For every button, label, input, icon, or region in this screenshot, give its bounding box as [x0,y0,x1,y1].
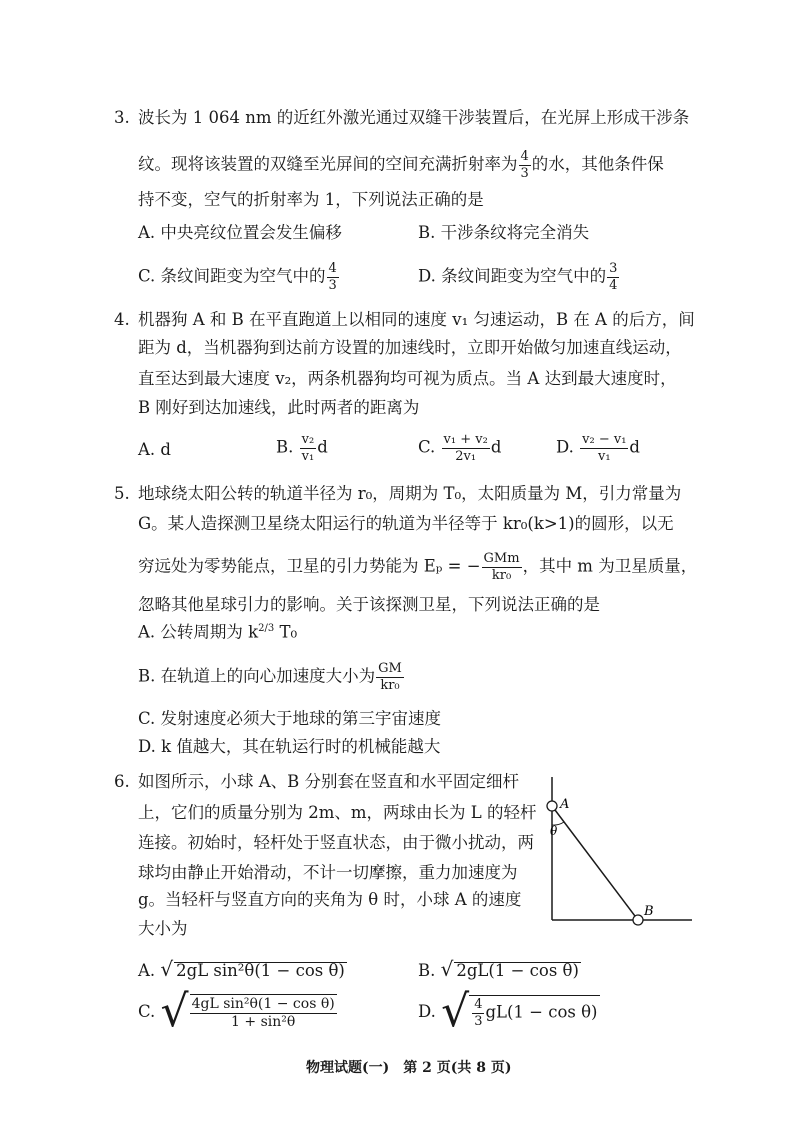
ball-a [547,801,557,811]
q5-line1: 地球绕太阳公转的轨道半径为 r₀，周期为 T₀，太阳质量为 M，引力常量为 [138,484,682,503]
q6-line5: g。当轻杆与竖直方向的夹角为 θ 时，小球 A 的速度 [138,890,522,909]
label-a: A [560,797,570,812]
q6-line4: 球均由静止开始滑动，不计一切摩擦，重力加速度为 [138,863,518,882]
q3-number: 3. [114,108,130,127]
q5-option-d: D. k 值越大，其在轨运行时的机械能越大 [138,737,441,756]
q5-number: 5. [114,484,130,503]
q3-line2: 纹。现将该装置的双缝至光屏间的空间充满折射率为 $\frac{4}{3}$ 的水，其他条件保 [138,149,664,181]
q6-option-b: B. √ 2gL(1 − cos θ) [418,957,579,981]
light-rod [552,806,638,920]
q3-option-b: B. 干涉条纹将完全消失 [418,223,590,242]
q4-line1: 机器狗 A 和 B 在平直跑道上以相同的速度 v₁ 匀速运动，B 在 A 的后方，间 [138,310,695,329]
q6-line3: 连接。初始时，轻杆处于竖直状态，由于微小扰动，两 [138,833,534,852]
q5-option-a: A. 公转周期为 $k^{2/3}$ T₀ [138,622,298,642]
q5-line4: 忽略其他星球引力的影响。关于该探测卫星，下列说法正确的是 [138,595,600,614]
label-theta: θ [550,824,558,838]
q6-option-c: C. √ $\frac{\text{4gL sin²θ(1 − cos θ)}}{\text{1 + sin²θ}}$ [138,986,335,1037]
q5-line3: 穷远处为零势能点，卫星的引力势能为 Eₚ = − $\frac{\text{GMm}}{\text{kr₀}}$ ，其中 m 为卫星质量， [138,551,698,583]
q4-option-d: D. $\frac{\text{v₂ − v₁}}{\text{v₁}}$ d [556,432,640,464]
fraction-4-3: $\frac{4}{3}$ [520,149,529,181]
q4-option-c: C. $\frac{\text{v₁ + v₂}}{\text{2v₁}}$ d [418,432,502,464]
q6-line1: 如图所示，小球 A、B 分别套在竖直和水平固定细杆 [138,772,520,791]
ball-b [633,915,643,925]
q3-option-a: A. 中央亮纹位置会发生偏移 [138,223,342,242]
label-b: B [644,904,654,919]
q5-option-c: C. 发射速度必须大于地球的第三宇宙速度 [138,709,442,728]
q4-number: 4. [114,310,130,329]
q6-number: 6. [114,772,130,791]
q4-option-b: B. $\frac{\text{v₂}}{\text{v₁}}$ d [276,432,328,464]
q6-option-d: D. √ $\frac{4}{3}$ gL(1 − cos θ) [418,986,598,1037]
q4-line2: 距为 d，当机器狗到达前方设置的加速线时，立即开始做匀加速直线运动， [138,338,682,357]
q6-option-a: A. √ 2gL sin²θ(1 − cos θ) [138,957,345,981]
q3-option-c: C. 条纹间距变为空气中的 $\frac{4}{3}$ [138,261,337,293]
q3-option-d: D. 条纹间距变为空气中的 $\frac{3}{4}$ [418,261,618,293]
q3-line3: 持不变，空气的折射率为 1，下列说法正确的是 [138,190,484,209]
q6-line6: 大小为 [138,919,188,938]
page-footer: 物理试题(一) 第 2 页(共 8 页) [306,1060,512,1076]
q4-line4: B 刚好到达加速线，此时两者的距离为 [138,398,420,417]
q5-line2: G。某人造探测卫星绕太阳运行的轨道为半径等于 kr₀(k>1)的圆形，以无 [138,514,674,533]
q3-line1: 波长为 1 064 nm 的近红外激光通过双缝干涉装置后，在光屏上形成干涉条 [138,108,690,127]
q4-line3: 直至达到最大速度 v₂，两条机器狗均可视为质点。当 A 达到最大速度时， [138,369,677,388]
q4-option-a: A. d [138,440,171,459]
q5-option-b: B. 在轨道上的向心加速度大小为 $\frac{GM}{\text{kr₀}}$ [138,661,402,693]
rod-figure [540,775,700,935]
q6-line2: 上，它们的质量分别为 2m、m，两球由长为 L 的轻杆 [138,803,537,822]
